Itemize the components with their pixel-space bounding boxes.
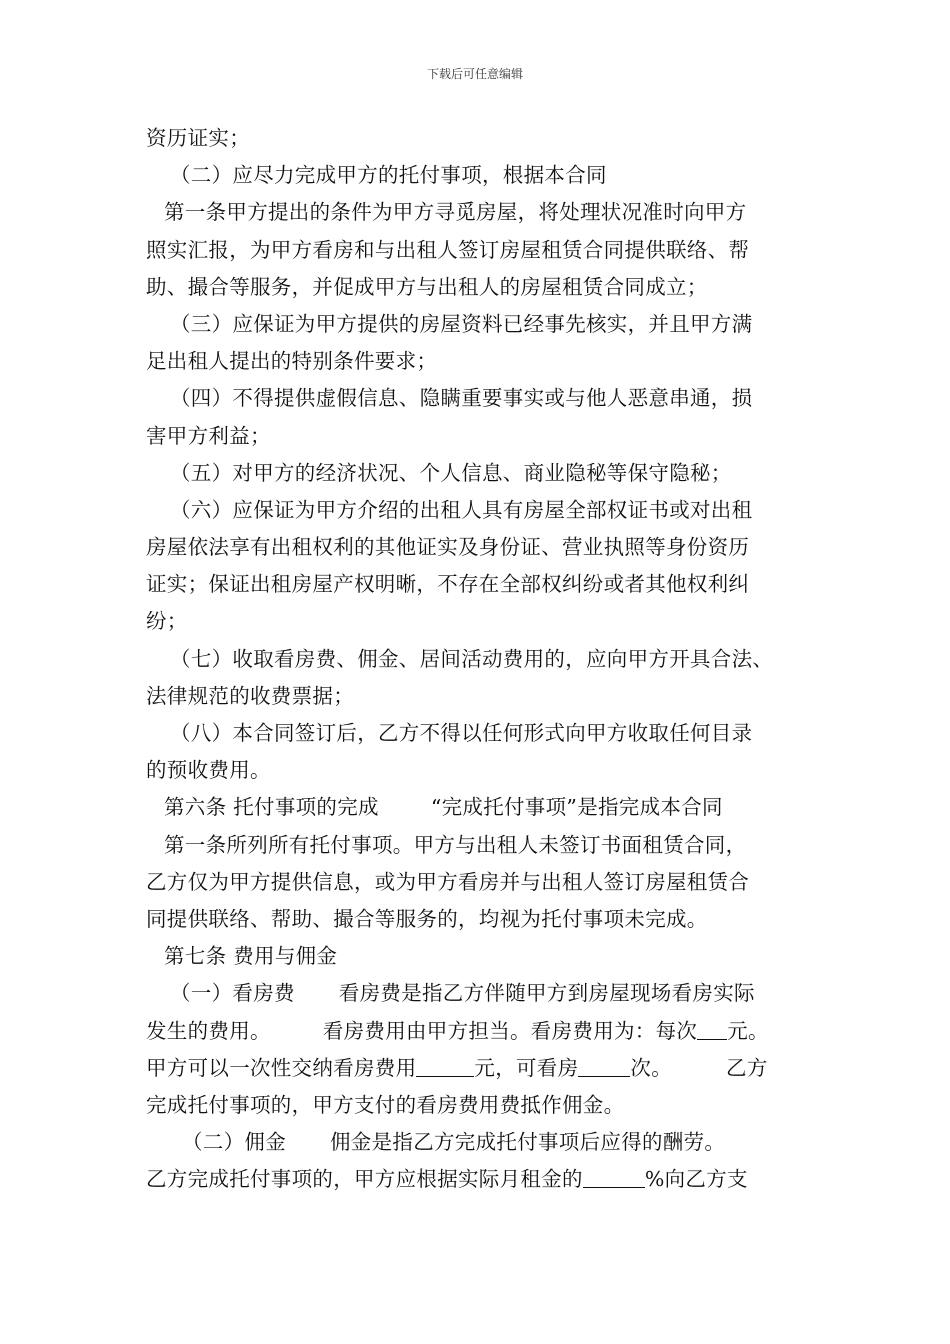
viewing-fee-line	[146, 1013, 816, 1050]
article-7-title: 第七条 费用与佣金	[164, 944, 338, 969]
text-line: 完成托付事项的，甲方支付的看房费用费抵作佣金。	[146, 1092, 625, 1117]
text-line: 害甲方利益；	[146, 423, 271, 448]
commission-line	[146, 1161, 816, 1198]
text-span: 发生的费用。	[146, 1018, 271, 1043]
text-span: %向乙方支	[644, 1167, 748, 1192]
text-line: 足出租人提出的特别条件要求；	[146, 349, 438, 374]
text-span: 乙方	[726, 1055, 768, 1080]
text-line: 房屋依法享有出租权利的其他证实及身份证、营业执照等身份资历	[146, 535, 750, 560]
text-line: 第一条甲方提出的条件为甲方寻觅房屋，将处理状况准时向甲方	[164, 200, 747, 225]
text-line: 的预收费用。	[146, 758, 271, 783]
text-line: 证实；保证出租房屋产权明晰，不存在全部权纠纷或者其他权利纠	[146, 572, 750, 597]
article-6-heading-line	[146, 789, 816, 826]
lump-sum-fee-blank[interactable]	[416, 1056, 474, 1077]
commission-heading-line	[146, 1124, 816, 1161]
text-line: （六）应保证为甲方介绍的出租人具有房屋全部权证书或对出租	[170, 497, 753, 522]
visit-count-blank[interactable]	[578, 1056, 630, 1077]
text-line: （四）不得提供虚假信息、隐瞒重要事实或与他人恶意串通，损	[170, 386, 753, 411]
text-line: 乙方仅为甲方提供信息，或为甲方看房并与出租人签订房屋租赁合	[146, 869, 750, 894]
commission-percent-blank[interactable]	[583, 1167, 645, 1188]
article-6-title: 第六条 托付事项的完成	[164, 795, 379, 820]
text-line: 同提供联络、帮助、撮合等服务的，均视为托付事项未完成。	[146, 906, 708, 931]
text-line: 照实汇报，为甲方看房和与出租人签订房屋租赁合同提供联络、帮	[146, 237, 750, 262]
text-line: （五）对甲方的经济状况、个人信息、商业隐秘等保守隐秘；	[170, 460, 732, 485]
viewing-fee-definition: 看房费是指乙方伴随甲方到房屋现场看房实际	[338, 981, 755, 1006]
text-line: 法律规范的收费票据；	[146, 683, 354, 708]
text-span: 看房费用由甲方担当。看房费用为：每次	[322, 1018, 698, 1043]
article-6-definition: “完成托付事项”是指完成本合同	[430, 795, 723, 820]
viewing-fee-label: （一）看房费	[170, 981, 295, 1006]
page-header: 下载后可任意编辑	[426, 67, 523, 81]
text-span: 元。	[727, 1018, 769, 1043]
document-body	[146, 120, 816, 1198]
viewing-fee-heading-line	[146, 975, 816, 1012]
text-line: 助、撮合等服务，并促成甲方与出租人的房屋租赁合同成立；	[146, 274, 708, 299]
text-span: 乙方完成托付事项的，甲方应根据实际月租金的	[146, 1167, 583, 1192]
text-span: 甲方可以一次性交纳看房费用	[146, 1055, 417, 1080]
text-line: （三）应保证为甲方提供的房屋资料已经事先核实，并且甲方满	[170, 311, 753, 336]
text-span: 元，可看房	[474, 1055, 579, 1080]
text-line: （二）应尽力完成甲方的托付事项，根据本合同	[170, 163, 607, 188]
text-line: （八）本合同签订后，乙方不得以任何形式向甲方收取任何目录	[170, 721, 753, 745]
text-line: 资历证实；	[146, 126, 250, 150]
fee-per-visit-blank[interactable]	[697, 1019, 727, 1040]
text-line: （七）收取看房费、佣金、居间活动费用的，应向甲方开具合法、	[170, 646, 774, 671]
viewing-fee-line	[146, 1050, 816, 1087]
commission-label: （二）佣金	[182, 1130, 286, 1155]
commission-definition: 佣金是指乙方完成托付事项后应得的酬劳。	[330, 1130, 726, 1155]
text-line: 纷；	[146, 609, 188, 634]
text-span: 次。	[630, 1055, 673, 1080]
text-line: 第一条所列所有托付事项。甲方与出租人未签订书面租赁合同，	[164, 832, 747, 857]
